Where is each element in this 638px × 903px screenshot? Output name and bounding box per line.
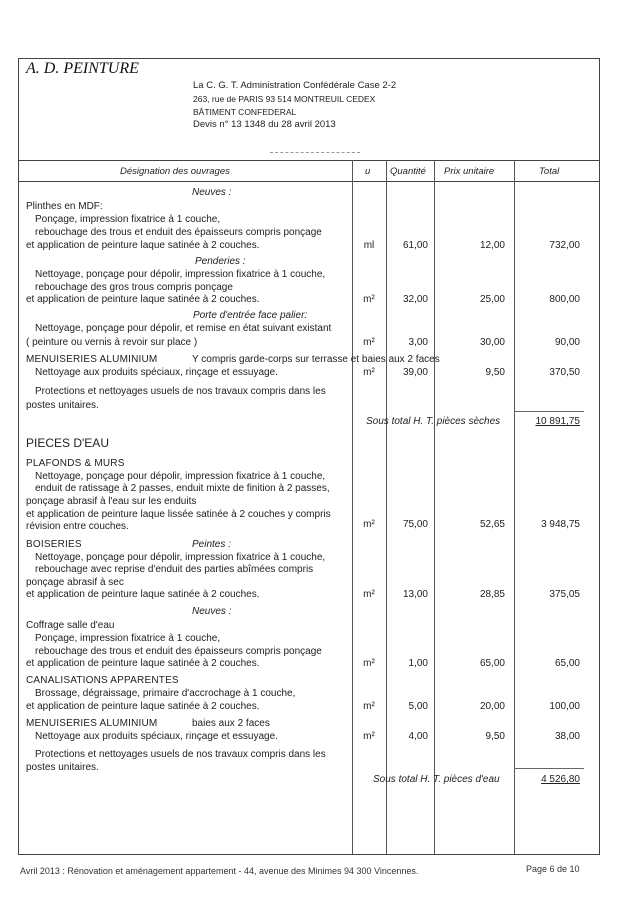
- item-desc-line: Protections et nettoyages usuels de nos travaux compris dans les: [35, 749, 326, 760]
- col-divider-total: [514, 160, 515, 854]
- item-desc-line: rebouchage des trous et enduit des épaisseurs compris ponçage: [35, 227, 322, 238]
- item-desc-line: révision entre couches.: [26, 521, 129, 532]
- item-total: 100,00: [549, 701, 580, 712]
- item-desc-line: Brossage, dégraissage, primaire d'accrochage à 1 couche,: [35, 688, 296, 699]
- item-title: Plinthes en MDF:: [26, 201, 103, 212]
- item-quantity: 1,00: [408, 658, 428, 669]
- item-unit-price: 12,00: [479, 240, 505, 251]
- item-title: CANALISATIONS APPARENTES: [26, 675, 179, 686]
- item-desc-line: postes unitaires.: [26, 762, 99, 773]
- item-desc-line: ponçage abrasif à l'eau sur les enduits: [26, 496, 197, 507]
- page-number: Page 6 de 10: [526, 864, 580, 874]
- item-quantity: 61,00: [402, 240, 428, 251]
- col-divider-qty: [386, 160, 387, 854]
- item-desc-line: ( peinture ou vernis à revoir sur place ): [26, 337, 198, 348]
- item-unit: ml: [363, 240, 375, 251]
- item-desc-line: Nettoyage aux produits spéciaux, rinçage et essuyage.: [35, 367, 278, 378]
- client-line-2: 263, rue de PARIS 93 514 MONTREUIL CEDEX: [193, 94, 376, 104]
- item-note: baies aux 2 faces: [192, 718, 270, 729]
- item-total: 65,00: [554, 658, 580, 669]
- item-quantity: 39,00: [402, 367, 428, 378]
- col-divider-unit: [352, 160, 353, 854]
- item-unit: m²: [363, 294, 375, 305]
- item-desc-line: et application de peinture laque satinée à 2 couches.: [26, 240, 260, 251]
- item-unit-price: 9,50: [485, 367, 505, 378]
- item-unit: m²: [363, 701, 375, 712]
- item-unit-price: 9,50: [485, 731, 505, 742]
- item-total: 800,00: [549, 294, 580, 305]
- item-desc-line: rebouchage des trous et enduit des épaisseurs compris ponçage: [35, 646, 322, 657]
- item-total: 732,00: [549, 240, 580, 251]
- item-unit: m²: [363, 658, 375, 669]
- col-header-quantity: Quantité: [390, 166, 426, 177]
- item-title: Porte d'entrée face palier:: [193, 310, 308, 321]
- item-quantity: 5,00: [408, 701, 428, 712]
- col-divider-price: [434, 160, 435, 854]
- item-desc-line: Ponçage, impression fixatrice à 1 couche,: [35, 633, 221, 644]
- item-desc-line: et application de peinture laque satinée à 2 couches.: [26, 589, 260, 600]
- item-total: 90,00: [554, 337, 580, 348]
- item-desc-line: enduit de ratissage à 2 passes, enduit mixte de finition à 2 passes,: [35, 483, 330, 494]
- item-unit-price: 28,85: [479, 589, 505, 600]
- item-title: Coffrage salle d'eau: [26, 620, 115, 631]
- item-desc-line: Nettoyage, ponçage pour dépolir, impression fixatrice à 1 couche,: [35, 552, 326, 563]
- neuves-heading: Neuves :: [192, 606, 232, 617]
- col-header-designation: Désignation des ouvrages: [120, 166, 230, 177]
- subtotal-label: Sous total H. T. pièces sèches: [366, 416, 501, 427]
- item-note: Y compris garde-corps sur terrasse et baies aux 2 faces: [192, 354, 440, 365]
- quote-number: Devis n° 13 1348 du 28 avril 2013: [193, 119, 336, 130]
- item-quantity: 13,00: [402, 589, 428, 600]
- item-quantity: 75,00: [402, 519, 428, 530]
- item-unit: m²: [363, 519, 375, 530]
- item-unit-price: 30,00: [479, 337, 505, 348]
- item-title: PLAFONDS & MURS: [26, 458, 125, 469]
- item-desc-line: Ponçage, impression fixatrice à 1 couche,: [35, 214, 221, 225]
- footer-text: Avril 2013 : Rénovation et aménagement appartement - 44, avenue des Minimes 94 300 Vincennes.: [20, 866, 419, 876]
- subtotal-rule: [514, 411, 584, 412]
- item-desc-line: et application de peinture laque satinée à 2 couches.: [26, 658, 260, 669]
- faint-dash: [270, 152, 360, 153]
- item-title: Penderies :: [195, 256, 246, 267]
- subtotal-label: Sous total H. T. pièces d'eau: [373, 774, 500, 785]
- col-header-unit: u: [365, 166, 371, 177]
- item-desc-line: et application de peinture laque satinée à 2 couches.: [26, 294, 260, 305]
- company-name: A. D. PEINTURE: [26, 60, 139, 77]
- item-title: MENUISERIES ALUMINIUM: [26, 354, 158, 365]
- item-title: MENUISERIES ALUMINIUM: [26, 718, 158, 729]
- item-total: 370,50: [549, 367, 580, 378]
- item-desc-line: Protections et nettoyages usuels de nos travaux compris dans les: [35, 386, 326, 397]
- item-unit: m²: [363, 731, 375, 742]
- item-unit: m²: [363, 337, 375, 348]
- item-unit-price: 25,00: [479, 294, 505, 305]
- item-subtitle: Peintes :: [192, 539, 231, 550]
- subtotal-value: 10 891,75: [535, 416, 580, 427]
- subtotal-rule: [514, 768, 584, 769]
- item-desc-line: Nettoyage, ponçage pour dépolir, impression fixatrice à 1 couche,: [35, 269, 326, 280]
- item-title: BOISERIES: [26, 539, 82, 550]
- item-desc-line: Nettoyage, ponçage pour dépolir, impression fixatrice à 1 couche,: [35, 471, 326, 482]
- item-quantity: 3,00: [408, 337, 428, 348]
- section-title: PIECES D'EAU: [26, 436, 109, 450]
- item-desc-line: rebouchage des gros trous compris ponçage: [35, 282, 233, 293]
- item-desc-line: rebouchage avec reprise d'enduit des parties abîmées compris: [35, 564, 314, 575]
- client-line-3: BÂTIMENT CONFEDERAL: [193, 107, 297, 117]
- header-divider: [18, 160, 599, 161]
- item-quantity: 4,00: [408, 731, 428, 742]
- item-total: 3 948,75: [541, 519, 580, 530]
- item-desc-line: et application de peinture laque lissée satinée à 2 couches y compris: [26, 509, 331, 520]
- item-unit-price: 20,00: [479, 701, 505, 712]
- neuves-heading: Neuves :: [192, 187, 232, 198]
- col-header-unit-price: Prix unitaire: [444, 166, 495, 177]
- subtotal-value: 4 526,80: [541, 774, 580, 785]
- col-header-total: Total: [539, 166, 560, 177]
- item-desc-line: ponçage abrasif à sec: [26, 577, 124, 588]
- item-unit: m²: [363, 367, 375, 378]
- item-unit: m²: [363, 589, 375, 600]
- column-header-divider: [18, 181, 599, 182]
- item-desc-line: et application de peinture laque satinée à 2 couches.: [26, 701, 260, 712]
- item-desc-line: Nettoyage, ponçage pour dépolir, et remise en état suivant existant: [35, 323, 332, 334]
- item-total: 375,05: [549, 589, 580, 600]
- item-total: 38,00: [554, 731, 580, 742]
- item-unit-price: 52,65: [479, 519, 505, 530]
- item-desc-line: postes unitaires.: [26, 400, 99, 411]
- item-unit-price: 65,00: [479, 658, 505, 669]
- item-quantity: 32,00: [402, 294, 428, 305]
- client-line-1: La C. G. T. Administration Confédérale Case 2-2: [193, 80, 397, 91]
- item-desc-line: Nettoyage aux produits spéciaux, rinçage et essuyage.: [35, 731, 278, 742]
